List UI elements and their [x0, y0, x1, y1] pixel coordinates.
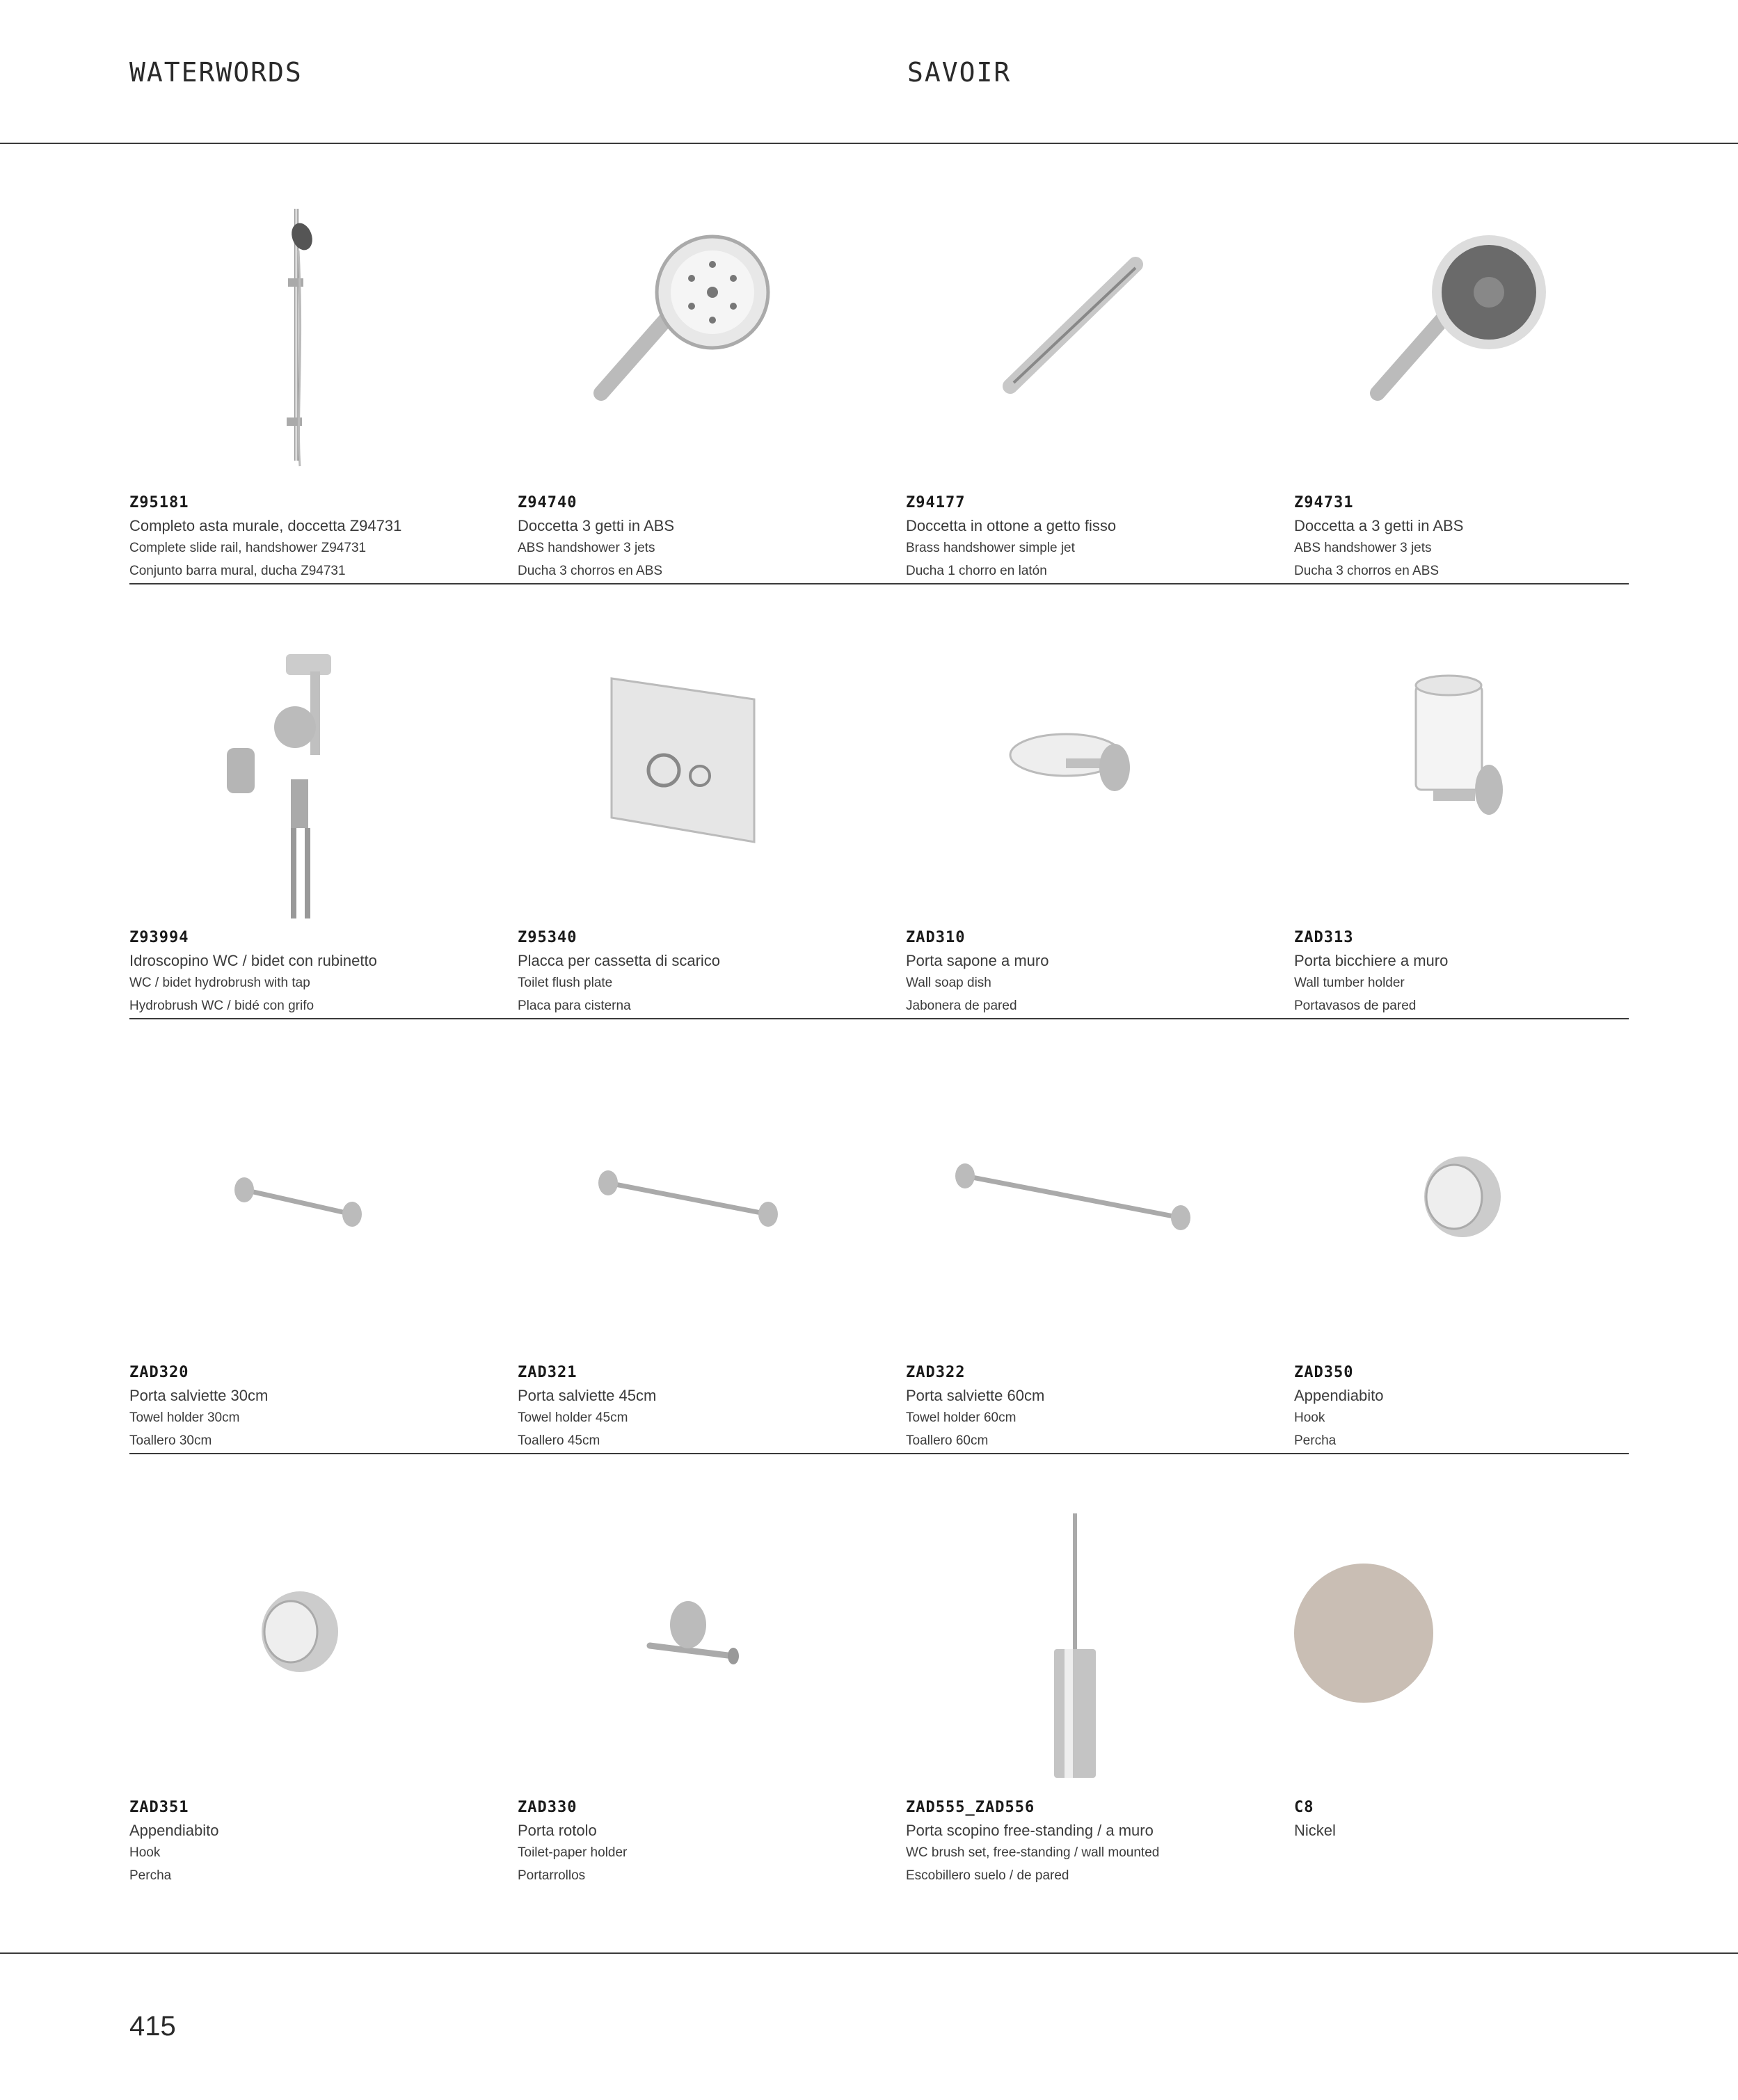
- product-code: ZAD313: [1294, 929, 1354, 946]
- product-name-en: ABS handshower 3 jets: [1294, 541, 1432, 555]
- product-name-it: Doccetta in ottone a getto fisso: [906, 517, 1117, 534]
- row-divider: [129, 1018, 1629, 1019]
- product-code: Z93994: [129, 929, 189, 946]
- slide-rail-icon: [129, 209, 505, 487]
- product-name-it: Porta salviette 60cm: [906, 1387, 1045, 1404]
- product-code: Z94731: [1294, 494, 1354, 511]
- product-name-it: Porta salviette 45cm: [518, 1387, 657, 1404]
- product-name-es: Toallero 30cm: [129, 1433, 212, 1448]
- product-name-en: WC / bidet hydrobrush with tap: [129, 976, 310, 990]
- row-divider: [129, 1453, 1629, 1454]
- brand-savoir: SAVOIR: [907, 57, 1012, 88]
- product-code: ZAD320: [129, 1364, 189, 1381]
- product-card: [518, 209, 893, 644]
- product-name-es: Placa para cisterna: [518, 999, 631, 1013]
- hydrobrush-icon: [129, 644, 505, 922]
- product-card: [129, 644, 505, 1079]
- product-name-es: Ducha 3 chorros en ABS: [518, 564, 663, 578]
- product-card: [518, 644, 893, 1079]
- product-card: [906, 209, 1282, 644]
- product-name-en: Brass handshower simple jet: [906, 541, 1075, 555]
- product-name-it: Nickel: [1294, 1822, 1336, 1839]
- product-name-it: Completo asta murale, doccetta Z94731: [129, 517, 402, 534]
- page-number: 415: [129, 2011, 176, 2042]
- product-code: ZAD310: [906, 929, 966, 946]
- product-code: ZAD330: [518, 1799, 577, 1816]
- product-card: [129, 1079, 505, 1513]
- product-name-es: Conjunto barra mural, ducha Z94731: [129, 564, 346, 578]
- product-card: [1294, 209, 1670, 644]
- product-name-it: Appendiabito: [1294, 1387, 1384, 1404]
- product-name-en: Towel holder 60cm: [906, 1410, 1017, 1425]
- product-card: [129, 209, 505, 644]
- product-code: ZAD555_ZAD556: [906, 1799, 1035, 1816]
- product-card: [518, 1079, 893, 1513]
- product-name-it: Placca per cassetta di scarico: [518, 952, 721, 969]
- product-code: Z94177: [906, 494, 966, 511]
- product-name-es: Jabonera de pared: [906, 999, 1017, 1013]
- handshower-dark-icon: [1294, 209, 1670, 487]
- wc-brush-icon: [906, 1513, 1282, 1792]
- product-name-en: Wall soap dish: [906, 976, 991, 990]
- hook-icon: [1294, 1079, 1670, 1357]
- product-card: [906, 1079, 1282, 1513]
- product-card: [1294, 1513, 1670, 1948]
- product-name-es: Toallero 45cm: [518, 1433, 600, 1448]
- header-divider: [0, 143, 1738, 144]
- product-card: [518, 1513, 893, 1948]
- product-name-en: Toilet-paper holder: [518, 1845, 628, 1860]
- product-name-it: Doccetta 3 getti in ABS: [518, 517, 675, 534]
- product-name-es: Percha: [1294, 1433, 1337, 1448]
- product-name-es: Portavasos de pared: [1294, 999, 1417, 1013]
- footer-divider: [0, 1952, 1738, 1954]
- product-code: ZAD321: [518, 1364, 577, 1381]
- product-code: Z95340: [518, 929, 577, 946]
- product-name-en: Hook: [1294, 1410, 1325, 1425]
- towel-bar-icon: [518, 1079, 893, 1357]
- towel-bar-icon: [129, 1079, 505, 1357]
- product-name-en: ABS handshower 3 jets: [518, 541, 655, 555]
- product-name-it: Porta scopino free-standing / a muro: [906, 1822, 1154, 1839]
- product-name-es: Percha: [129, 1868, 172, 1883]
- handshower-icon: [518, 209, 893, 487]
- product-card: [1294, 644, 1670, 1079]
- product-card: [906, 644, 1282, 1079]
- product-code: C8: [1294, 1799, 1314, 1816]
- product-code: ZAD351: [129, 1799, 189, 1816]
- product-code: Z95181: [129, 494, 189, 511]
- product-card: [906, 1513, 1282, 1948]
- product-name-it: Doccetta a 3 getti in ABS: [1294, 517, 1464, 534]
- product-name-it: Porta rotolo: [518, 1822, 597, 1839]
- product-name-it: Porta bicchiere a muro: [1294, 952, 1449, 969]
- product-name-es: Hydrobrush WC / bidé con grifo: [129, 999, 314, 1013]
- product-name-en: Toilet flush plate: [518, 976, 613, 990]
- product-code: ZAD350: [1294, 1364, 1354, 1381]
- product-name-en: Complete slide rail, handshower Z94731: [129, 541, 367, 555]
- product-code: Z94740: [518, 494, 577, 511]
- product-name-it: Appendiabito: [129, 1822, 219, 1839]
- towel-bar-icon: [906, 1079, 1282, 1357]
- product-name-en: Wall tumber holder: [1294, 976, 1405, 990]
- nickel-swatch: [1294, 1513, 1670, 1792]
- product-name-es: Ducha 1 chorro en latón: [906, 564, 1047, 578]
- product-name-es: Portarrollos: [518, 1868, 586, 1883]
- product-card: [129, 1513, 505, 1948]
- brass-handshower-icon: [906, 209, 1282, 487]
- brand-waterwords: WATERWORDS: [129, 57, 303, 88]
- flush-plate-icon: [518, 644, 893, 922]
- product-card: [1294, 1079, 1670, 1513]
- paper-holder-icon: [518, 1513, 893, 1792]
- product-name-en: WC brush set, free-standing / wall mounted: [906, 1845, 1160, 1860]
- soap-dish-icon: [906, 644, 1282, 922]
- product-name-it: Porta salviette 30cm: [129, 1387, 269, 1404]
- product-name-es: Escobillero suelo / de pared: [906, 1868, 1069, 1883]
- hook-icon: [129, 1513, 505, 1792]
- product-code: ZAD322: [906, 1364, 966, 1381]
- product-name-es: Ducha 3 chorros en ABS: [1294, 564, 1440, 578]
- product-name-es: Toallero 60cm: [906, 1433, 989, 1448]
- product-name-en: Towel holder 45cm: [518, 1410, 628, 1425]
- product-name-en: Towel holder 30cm: [129, 1410, 240, 1425]
- product-name-it: Porta sapone a muro: [906, 952, 1049, 969]
- product-name-it: Idroscopino WC / bidet con rubinetto: [129, 952, 377, 969]
- product-name-en: Hook: [129, 1845, 161, 1860]
- tumbler-holder-icon: [1294, 644, 1670, 922]
- row-divider: [129, 583, 1629, 584]
